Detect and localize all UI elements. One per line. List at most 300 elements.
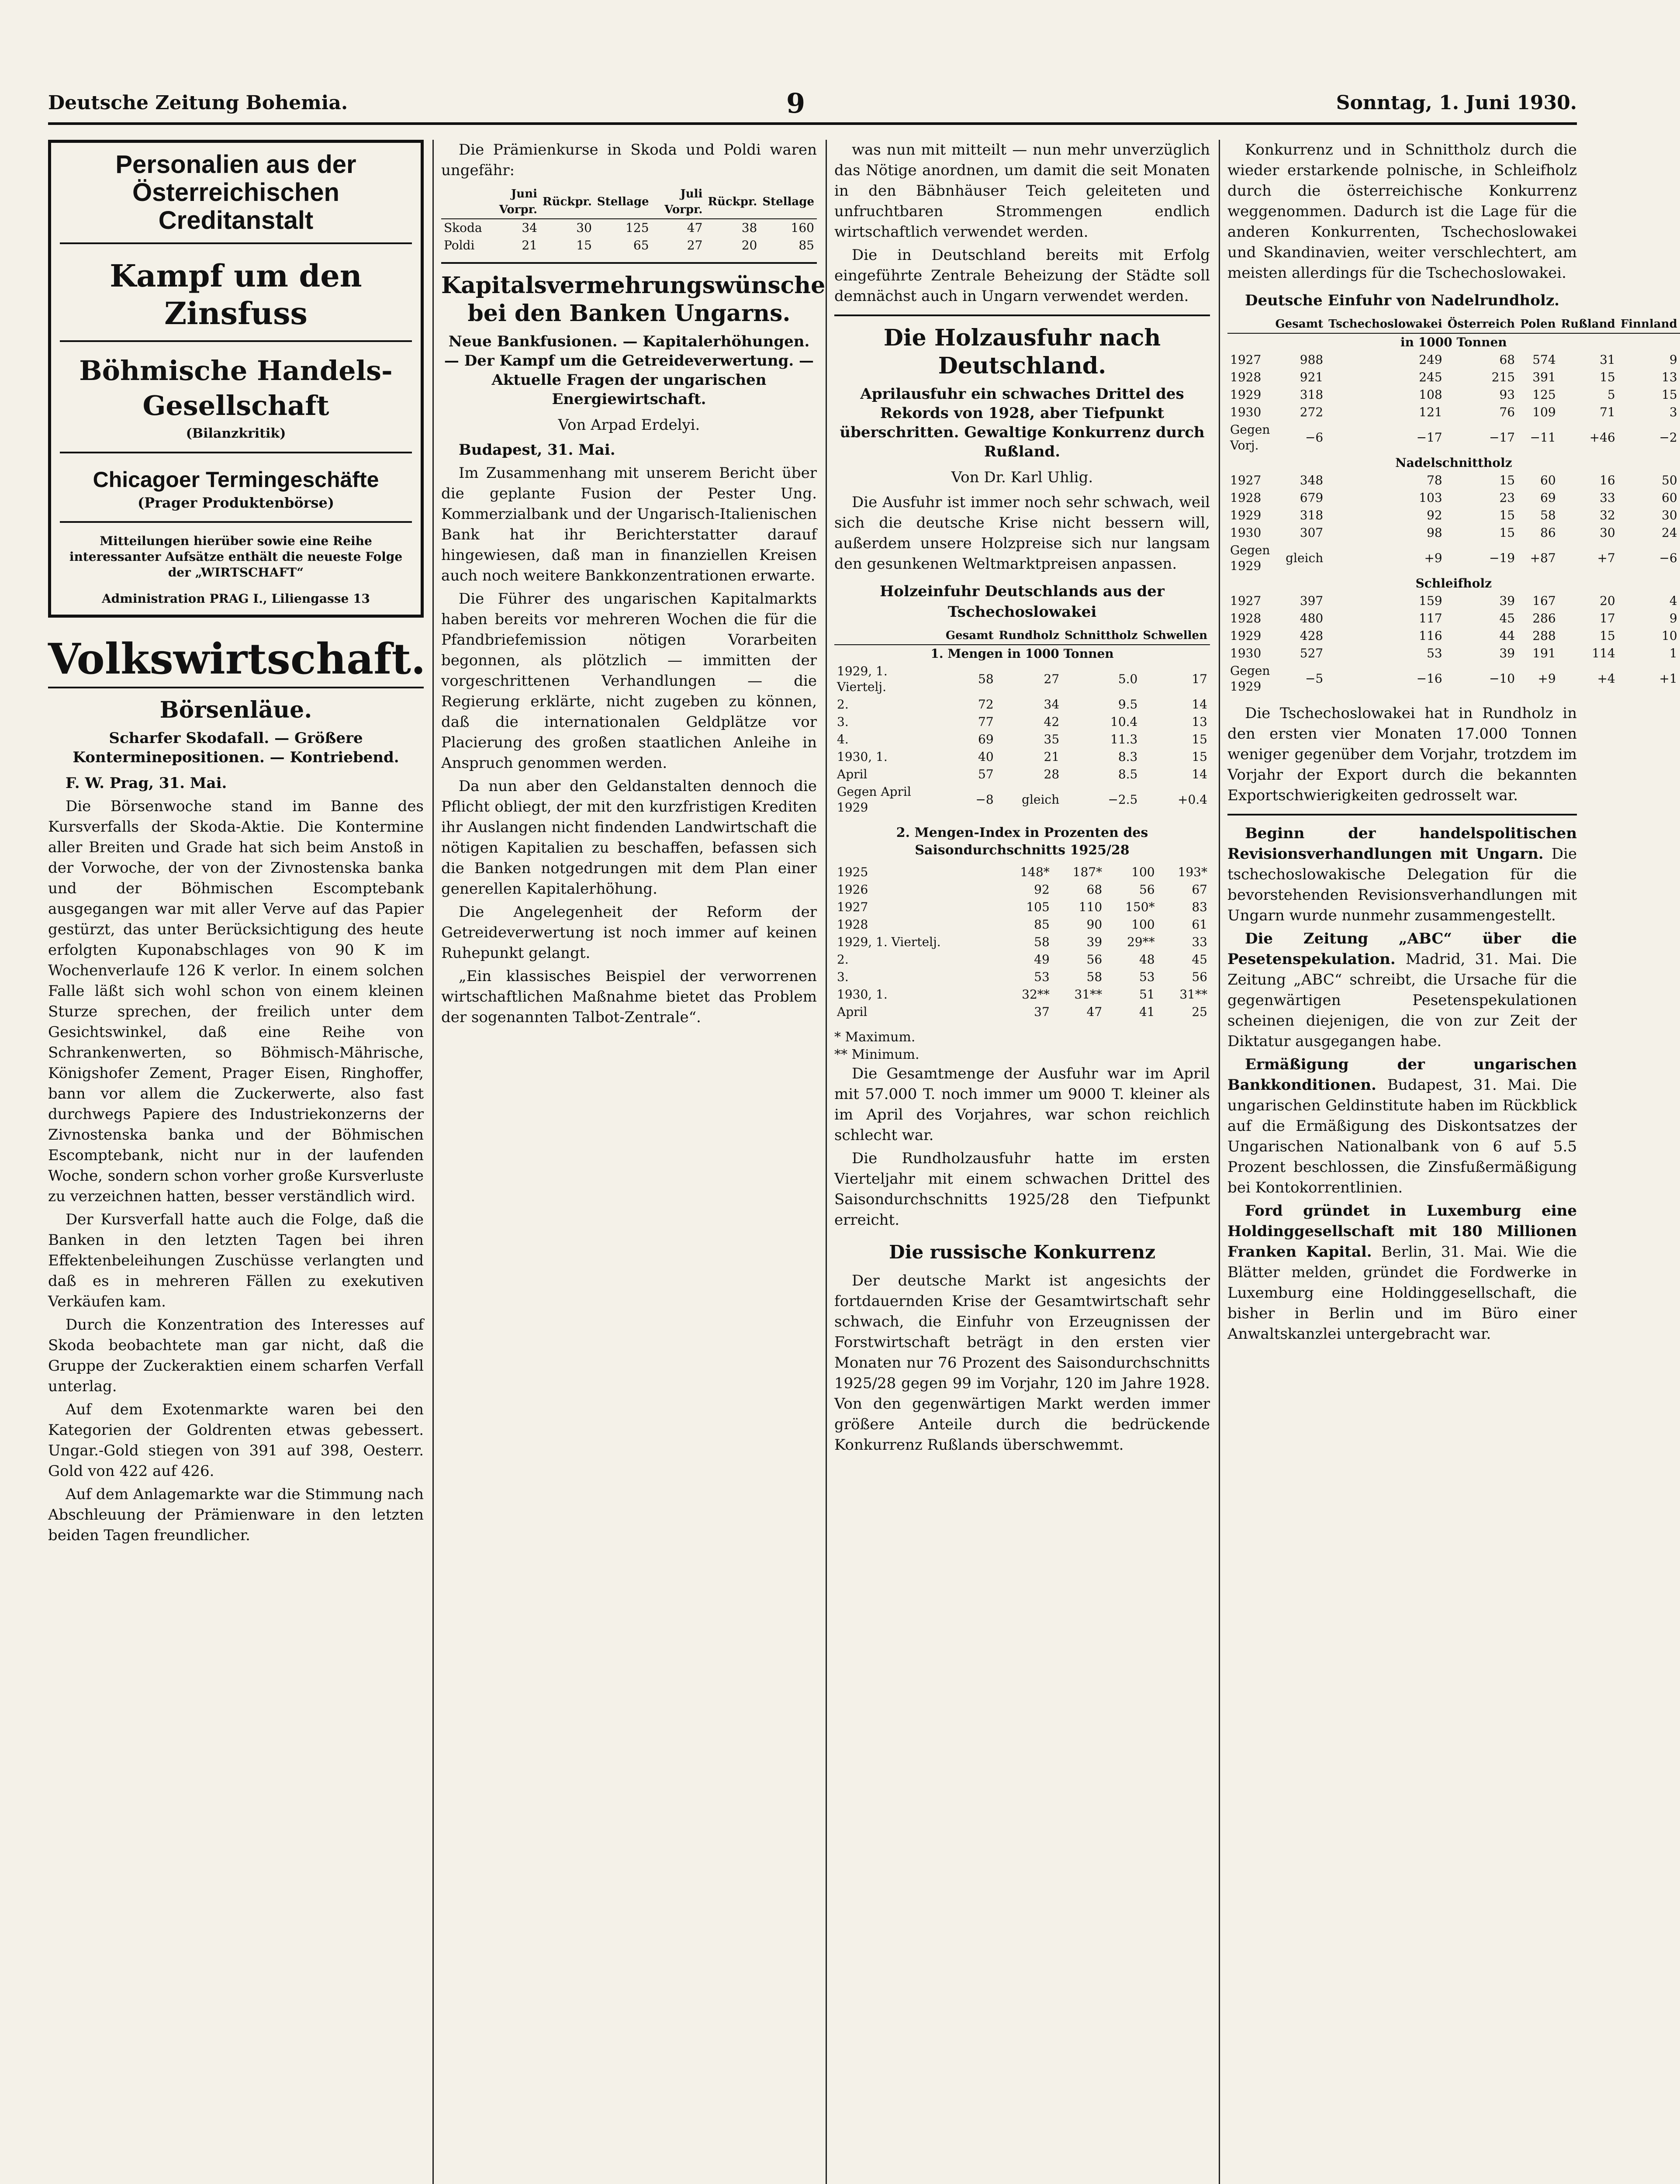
table-cell: +1 (1659, 671, 1677, 686)
table-cell: 56 (1086, 952, 1103, 967)
table-cell: 114 (1592, 646, 1615, 660)
table-cell: −17 (1416, 430, 1442, 445)
column-rule (432, 140, 434, 2184)
paragraph: was nun mit mitteilt — nun mehr unverzüglich das Nötige anordnen, um damit die seit Monaten in den Bäbnhäuser Teich geleiteten und unfruchtbaren Strommengen endlich wirtschaftlich verwendet werden. (834, 141, 1210, 241)
table-cell: 397 (1300, 594, 1324, 608)
table-cell: 191 (1532, 646, 1556, 660)
table-cell: 3. (837, 970, 849, 984)
ad-line-2: Kampf um den Zinsfuss (110, 258, 362, 332)
table-cell: 17 (1600, 611, 1615, 625)
table-cell: −5 (1305, 671, 1324, 686)
paragraph: Durch die Konzentration des Interesses auf Skoda beobachtete man gar nicht, daß die Gruppe der Zuckeraktien einem scharfen Verfall unterlag. (48, 1316, 424, 1395)
table-section-label: in 1000 Tonnen (1400, 335, 1507, 349)
paragraph: Da nun aber den Geldanstalten dennoch die Pflicht obliegt, der mit den kurzfristigen Krediten ihr Auslangen nicht findenden Landwirtschaft die nötigen Kapitalien zu beschaffen, befassen sich die Banken notgedrungen mit dem Plan einer generellen Kapitalerhöhung. (441, 778, 817, 898)
table-cell: April (837, 1005, 868, 1019)
table-header-cell (1227, 315, 1272, 333)
softwood-import-table (1227, 315, 1680, 695)
table-cell: 45 (1499, 611, 1515, 625)
newspaper-name: Deutsche Zeitung Bohemia. (48, 92, 348, 114)
paragraph: Die Tschechoslowakei hat in Rundholz in den ersten vier Monaten 17.000 Tonnen weniger gegenüber dem Vorjahr, trotzdem im Vorjahr der Export durch die bekannten Exportschwierigkeiten gedrosselt war. (1227, 705, 1577, 804)
table-cell: 318 (1300, 387, 1324, 402)
table-row (834, 881, 1210, 898)
table-cell: 32 (1600, 508, 1615, 522)
table-cell: 32** (1022, 987, 1050, 1002)
table-row (1227, 472, 1680, 489)
table-row (834, 713, 1210, 731)
byline: Von Dr. Karl Uhlig. (951, 469, 1093, 486)
table-cell: 60 (1662, 491, 1677, 505)
table-cell: 93 (1499, 387, 1515, 402)
table-header-cell: Juni Vorpr. (485, 185, 540, 219)
table-header-cell (441, 185, 485, 219)
table-cell: 5.0 (1118, 672, 1138, 686)
table-cell: −2 (1659, 430, 1677, 445)
table-cell: 288 (1532, 629, 1556, 643)
table-cell: 116 (1419, 629, 1442, 643)
table-cell: +0.4 (1178, 792, 1207, 807)
table-cell: 1929 (1230, 387, 1262, 402)
table-header-cell: Schnittholz (1062, 627, 1140, 645)
table-row (1227, 542, 1680, 575)
table-cell: gleich (1286, 551, 1324, 565)
table-cell: 24 (1662, 525, 1677, 540)
table-cell: 1925 (837, 865, 868, 879)
table-cell: 193* (1178, 865, 1207, 879)
table-cell: 4. (837, 732, 849, 746)
table-cell: 47 (1086, 1005, 1103, 1019)
table-cell: +46 (1589, 430, 1615, 445)
table-cell: 574 (1532, 352, 1556, 367)
table-cell: 1 (1669, 646, 1677, 660)
table-cell: 14 (1192, 767, 1207, 781)
ad-footer: Mitteilungen hierüber sowie eine Reihe interessanter Aufsätze enthält die neueste Folge der „WIRTSCHAFT“ (69, 534, 403, 580)
table-cell: 1927 (1230, 352, 1262, 367)
table-row (1227, 592, 1680, 610)
news-item-text: Budapest, 31. Mai. Die ungarischen Geldinstitute haben im Rückblick auf die Ermäßigung des Diskontsatzes der Ungarischen Nationalbank von 6 auf 5.5 Prozent beschlossen, die Zinsfußermäßigung bei Kontokorrentlinien. (1227, 1076, 1577, 1196)
table-cell: +9 (1424, 551, 1442, 565)
table-cell: 14 (1192, 697, 1207, 712)
table-cell: 71 (1600, 405, 1615, 419)
paragraph: Die Rundholzausfuhr hatte im ersten Vierteljahr mit einem schwachen Drittel des Saisondurchschnitts 1925/28 den Tiefpunkt erreicht. (834, 1150, 1210, 1229)
table-cell: 31 (1600, 352, 1615, 367)
table-cell: 1930 (1230, 525, 1262, 540)
newspaper-page (48, 83, 1677, 2184)
article-title: Börsenläue. (159, 697, 312, 723)
table-cell: 1929 (1230, 629, 1262, 643)
table-cell: 286 (1532, 611, 1556, 625)
table-cell: gleich (1022, 792, 1060, 807)
dateline: Budapest, 31. Mai. (459, 441, 615, 459)
table-row (1227, 610, 1680, 627)
table-cell: 41 (1139, 1005, 1155, 1019)
ad-line-3: Böhmische Handels-Gesellschaft (79, 355, 393, 422)
table-cell: 1930, 1. (837, 750, 888, 764)
table-cell: 20 (1600, 594, 1615, 608)
paragraph: Auf dem Anlagemarkte war die Stimmung nach Abschleuung der Prämienware in den letzten beiden Tagen freundlicher. (48, 1486, 424, 1544)
table-header-cell: Rückpr. (540, 185, 595, 219)
table-cell: 76 (1499, 405, 1515, 419)
table-cell: 2. (837, 697, 849, 712)
table-cell: 57 (978, 767, 994, 781)
column-2 (441, 140, 826, 2184)
table-row (1227, 662, 1680, 695)
table-cell: 56 (1192, 970, 1207, 984)
article-subtitle: Scharfer Skodafall. — Größere Konterminepositionen. — Kontriebend. (73, 729, 399, 766)
table-cell: 110 (1079, 900, 1103, 914)
table-cell: 58 (1034, 935, 1050, 949)
issue-date: Sonntag, 1. Juni 1930. (1336, 92, 1577, 114)
table-cell: +9 (1538, 671, 1556, 686)
table-cell: 249 (1419, 352, 1442, 367)
table-cell: 58 (978, 672, 994, 686)
table-cell: 5 (1607, 387, 1615, 402)
news-item-title: Ermäßigung der ungarischen Bankkonditionen. (1227, 1056, 1577, 1094)
table-section-label: Schleifholz (1415, 576, 1492, 591)
news-item-title: Beginn der handelspolitischen Revisionsverhandlungen mit Ungarn. (1227, 825, 1577, 863)
table-cell: 86 (1540, 525, 1556, 540)
table-cell: 100 (1131, 917, 1155, 932)
table-cell: −6 (1305, 430, 1324, 445)
subsection-title: Die russische Konkurrenz (889, 1241, 1155, 1263)
table-cell: 1928 (1230, 491, 1262, 505)
table-cell: 39 (1499, 594, 1515, 608)
table-cell: 67 (1192, 882, 1207, 897)
table-cell: 27 (1044, 672, 1060, 686)
table-row (834, 951, 1210, 968)
table-cell: 272 (1300, 405, 1324, 419)
table-cell: 10.4 (1110, 715, 1138, 729)
table-cell: 527 (1300, 646, 1324, 660)
table-cell: 125 (1532, 387, 1556, 402)
table-row (1227, 627, 1680, 645)
byline: Von Arpad Erdelyi. (558, 416, 700, 434)
table-section-label: Nadelschnittholz (1395, 456, 1512, 470)
table-header-cell: Schwellen (1140, 627, 1210, 645)
table-cell: 1928 (837, 917, 868, 932)
table-header-cell: Gesamt (1272, 315, 1326, 333)
table-cell: 34 (1044, 697, 1060, 712)
table-cell: 39 (1086, 935, 1103, 949)
table-cell: 15 (1192, 750, 1207, 764)
paragraph: Die Gesamtmenge der Ausfuhr war im April mit 57.000 T. noch immer um 9000 T. kleiner als im April des Vorjahres, war schon reichlich schlecht war. (834, 1065, 1210, 1144)
table-cell: 10 (1662, 629, 1677, 643)
advertisement-box (48, 140, 424, 618)
table-cell: 35 (1044, 732, 1060, 746)
table-row (834, 663, 1210, 696)
table-cell: 1927 (837, 900, 868, 914)
table-cell: 78 (1427, 473, 1442, 487)
table-cell: 53 (1427, 646, 1442, 660)
paragraph: Die Angelegenheit der Reform der Getreideverwertung ist noch immer auf keinen Ruhepunkt gelangt. (441, 903, 817, 962)
table-cell: 85 (1034, 917, 1050, 932)
paragraph: „Ein klassisches Beispiel der verworrenen wirtschaftlichen Maßnahme bietet das Problem der sogenannten Talbot-Zentrale“. (441, 968, 817, 1026)
table-header-cell: Tschechoslowakei (1326, 315, 1445, 333)
table-header-cell: Gesamt (943, 627, 996, 645)
table-cell: 1928 (1230, 611, 1262, 625)
premium-table (441, 185, 817, 254)
news-item (1227, 1054, 1577, 1198)
table-cell: 1930 (1230, 405, 1262, 419)
column-4 (1227, 140, 1677, 2184)
table-row (834, 783, 1210, 816)
table-cell: 8.3 (1118, 750, 1138, 764)
table-cell: 58 (1540, 508, 1556, 522)
paragraph: Die in Deutschland bereits mit Erfolg eingeführte Zentrale Beheizung der Städte soll demnächst auch in Ungarn verwendet werden. (834, 246, 1210, 305)
table-cell: 150* (1125, 900, 1155, 914)
table-cell: Gegen 1929 (1230, 543, 1270, 573)
table-cell: 17 (1192, 672, 1207, 686)
table-cell: 90 (1086, 917, 1103, 932)
table-cell: 53 (1139, 970, 1155, 984)
table-cell: 61 (1192, 917, 1207, 932)
news-item-title: Die Zeitung „ABC“ über die Pesetenspekulation. (1227, 930, 1577, 968)
table-cell: 245 (1419, 370, 1442, 384)
table-row (834, 766, 1210, 783)
table-cell: 25 (1192, 1005, 1207, 1019)
table-cell: 15 (1662, 387, 1677, 402)
table-row (1227, 489, 1680, 507)
table-cell: 60 (1540, 473, 1556, 487)
table-cell: 68 (1499, 352, 1515, 367)
table-cell: Gegen April 1929 (837, 784, 911, 815)
page-header (48, 83, 1577, 125)
table-cell: 28 (1044, 767, 1060, 781)
table-cell: 148* (1020, 865, 1050, 879)
table-cell: 37 (1034, 1005, 1050, 1019)
table-cell: 100 (1131, 865, 1155, 879)
table-header-cell: Rundholz (996, 627, 1062, 645)
table-cell: 83 (1192, 900, 1207, 914)
table-cell: 15 (1192, 732, 1207, 746)
table-cell: 9.5 (1118, 697, 1138, 712)
table-row (1227, 404, 1680, 421)
table-cell: 92 (1427, 508, 1442, 522)
table-row (1227, 351, 1680, 369)
table-cell: 47 (687, 221, 703, 235)
news-item (1227, 929, 1577, 1052)
table-cell: −11 (1530, 430, 1556, 445)
news-item-text: Die tschechoslowakische Delegation für die bevorstehenden Revisionsverhandlungen mit Ungarn wurde nunmehr zusammengestellt. (1227, 845, 1577, 924)
table-cell: 30 (1600, 525, 1615, 540)
table-cell: 1926 (837, 882, 868, 897)
table-cell: 21 (522, 238, 537, 252)
table-row (1227, 369, 1680, 386)
table-cell: 72 (978, 697, 994, 712)
table-cell: 48 (1139, 952, 1155, 967)
table-cell: +7 (1597, 551, 1615, 565)
table-cell: 103 (1419, 491, 1442, 505)
table-cell: April (837, 767, 868, 781)
table-cell: 348 (1300, 473, 1324, 487)
paragraph: Die Ausfuhr ist immer noch sehr schwach, weil sich die deutsche Krise nicht bessern will, außerdem unsere Holzpreise sich nur langsam den gesunkenen Weltmarktpreisen anpassen. (834, 494, 1210, 573)
table-cell: 1927 (1230, 473, 1262, 487)
table-cell: 15 (1600, 370, 1615, 384)
table-cell: 31** (1074, 987, 1103, 1002)
table-row (1227, 507, 1680, 524)
table-cell: 38 (741, 221, 757, 235)
table-cell: Gegen 1929 (1230, 663, 1270, 694)
table-cell: 1930 (1230, 646, 1262, 660)
table-section-label: 1. Mengen in 1000 Tonnen (930, 646, 1114, 661)
table-cell: 29** (1127, 935, 1155, 949)
table-cell: 27 (687, 238, 703, 252)
table-cell: 2. (837, 952, 849, 967)
article-title: Kapitalsvermehrungswünsche bei den Banken Ungarns. (441, 272, 826, 327)
table-cell: 1929, 1. Viertelj. (837, 664, 888, 694)
table-cell: 69 (1540, 491, 1556, 505)
table-note: * Maximum. (834, 1030, 916, 1045)
table-cell: 69 (978, 732, 994, 746)
table-cell: 307 (1300, 525, 1324, 540)
table-cell: 44 (1499, 629, 1515, 643)
table-cell: 108 (1419, 387, 1442, 402)
table-cell: 159 (1419, 594, 1442, 608)
table-cell: −19 (1489, 551, 1515, 565)
table-cell: 921 (1300, 370, 1324, 384)
table-cell: 988 (1300, 352, 1324, 367)
table-cell: 34 (522, 221, 537, 235)
table-row (441, 219, 817, 237)
table-cell: 20 (741, 238, 757, 252)
news-item (1227, 823, 1577, 926)
table-cell: 9 (1669, 611, 1677, 625)
table-cell: 15 (1600, 629, 1615, 643)
table-cell: 49 (1034, 952, 1050, 967)
table-cell: 187* (1072, 865, 1103, 879)
paragraph: Der Kursverfall hatte auch die Folge, daß die Banken in den letzten Tagen bei ihren Effektenbeleihungen Zuschüsse verlangten und daß es in mehreren Fällen zu exekutiven Verkäufen kam. (48, 1211, 424, 1310)
paragraph: Im Zusammenhang mit unserem Bericht über die geplante Fusion der Pester Ung. Kommerzialbank und der Ungarisch-Italienischen Bank hat ihr Berichterstatter darauf hingewiesen, daß man in finanziellen Kreisen auch noch weitere Bankkonzentrationen erwarte. (441, 464, 817, 584)
table-cell: 42 (1044, 715, 1060, 729)
table-cell: 45 (1192, 952, 1207, 967)
table-row (834, 933, 1210, 951)
table-cell: 11.3 (1110, 732, 1138, 746)
table-cell: −17 (1489, 430, 1515, 445)
table-note: ** Minimum. (834, 1047, 920, 1062)
table-row (834, 986, 1210, 1003)
table-cell: 9 (1669, 352, 1677, 367)
table-row (834, 898, 1210, 916)
table-cell: 31** (1179, 987, 1207, 1002)
table-cell: Gegen Vorj. (1230, 422, 1270, 453)
table-cell: 8.5 (1118, 767, 1138, 781)
table-cell: 3. (837, 715, 849, 729)
table-cell: 16 (1600, 473, 1615, 487)
table-cell: 391 (1532, 370, 1556, 384)
table-header-cell: Finnland (1618, 315, 1680, 333)
table-header-cell: Stellage (760, 185, 817, 219)
column-3 (834, 140, 1210, 2184)
table-row (834, 968, 1210, 986)
table-cell: 85 (799, 238, 814, 252)
table-cell: 15 (576, 238, 592, 252)
table-cell: 77 (978, 715, 994, 729)
table-cell: 39 (1499, 646, 1515, 660)
table-row (1227, 386, 1680, 404)
table-cell: 33 (1600, 491, 1615, 505)
paragraph: Auf dem Exotenmarkte waren bei den Kategorien der Goldrenten etwas gebessert. Ungar.-Gold stiegen von 391 auf 398, Oesterr. Gold von 422 auf 426. (48, 1401, 424, 1480)
table-row (834, 731, 1210, 748)
news-item (1227, 1201, 1577, 1344)
table-row (834, 916, 1210, 933)
table-header-cell: Polen (1518, 315, 1559, 333)
table-cell: 4 (1669, 594, 1677, 608)
table-cell: 30 (1662, 508, 1677, 522)
table-cell: 480 (1300, 611, 1324, 625)
paragraph: Der deutsche Markt ist angesichts der fortdauernden Krise der Gesamtwirtschaft sehr schwach, die Einfuhr von Erzeugnissen der Forstwirtschaft beträgt in den ersten vier Monaten nur 76 Prozent des Saisondurchschnitts 1925/28 gegen 99 im Vorjahr, 120 im Jahre 1928. Von den gegenwärtigen Markt werden immer größere Anteile durch die bedrückende Konkurrenz Rußlands überschwemmt. (834, 1272, 1210, 1454)
table-cell: 92 (1034, 882, 1050, 897)
table-cell: 68 (1086, 882, 1103, 897)
table-cell: 125 (626, 221, 649, 235)
table-header-cell: Österreich (1445, 315, 1518, 333)
table-cell: 1929 (1230, 508, 1262, 522)
table-cell: 15 (1499, 525, 1515, 540)
table-row (834, 696, 1210, 713)
table-cell: −2.5 (1108, 792, 1138, 807)
column-rule (1219, 140, 1220, 2184)
table-row (834, 748, 1210, 766)
table-cell: 215 (1491, 370, 1515, 384)
table-cell: 1930, 1. (837, 987, 888, 1002)
dateline: F. W. Prag, 31. Mai. (66, 774, 227, 792)
table-cell: 40 (978, 750, 994, 764)
table-cell: +87 (1530, 551, 1556, 565)
column-rule (826, 140, 827, 2184)
table-cell: Poldi (444, 238, 475, 252)
table-cell: 167 (1532, 594, 1556, 608)
table-cell: 65 (633, 238, 649, 252)
table-row (1227, 645, 1680, 662)
ad-line-4: Chicagoer Termingeschäfte (93, 467, 379, 492)
table-unit: 2. Mengen-Index in Prozenten des Saisondurchschnitts 1925/28 (896, 825, 1148, 858)
table-cell: 13 (1192, 715, 1207, 729)
table-title: Deutsche Einfuhr von Nadelrundholz. (1245, 292, 1559, 309)
news-item-title: Ford gründet in Luxemburg eine Holdinggesellschaft mit 180 Millionen Franken Kapital. (1227, 1202, 1577, 1261)
table-cell: 1929, 1. Viertelj. (837, 935, 941, 949)
table-cell: 58 (1086, 970, 1103, 984)
ad-line-3-sub: (Bilanzkritik) (186, 426, 286, 441)
table-cell: −16 (1416, 671, 1442, 686)
article-subtitle: Neue Bankfusionen. — Kapitalerhöhungen. — Der Kampf um die Getreideverwertung. — Aktuelle Fragen der ungarischen Energiewirtschaft. (444, 333, 814, 408)
table-cell: 56 (1139, 882, 1155, 897)
table-cell: 98 (1427, 525, 1442, 540)
ad-line-4-sub: (Prager Produktenbörse) (137, 494, 335, 511)
table-cell: 160 (791, 221, 814, 235)
paragraph: Die Börsenwoche stand im Banne des Kursverfalls der Skoda-Aktie. Die Kontermine aller Breiten und Grade hat sich beim Anstoß in der Vorwoche, der von der Zivnostenska banka und der Böhmischen Escomptebank ausgegangen war mit aller Verve auf das Papier gestürzt, das unter Berücksichtigung des heute erfolgten Kuponabschlages von 90 K im Wochenverlaufe 126 K verlor. In einem solchen Falle läßt sich wohl schon von einem kleinen Sturze sprechen, der freilich unter dem Gesichtswinkel, daß eine Reihe von Schrankenwerten, so Böhmisch-Mährische, Königshofer Zement, Prager Eisen, Ringhoffer, bann vor allem die Zuckerwerte, also fast durchwegs Papiere des Industriekonzerns der Zivnostenska banka und der Böhmischen Escomptebank, nicht nur in der laufenden Woche, sondern schon vorher große Kursverluste zu verzeichnen hatten, besser verständlich wird. (48, 798, 424, 1205)
table-cell: 21 (1044, 750, 1060, 764)
table-cell: 105 (1026, 900, 1050, 914)
paragraph: Die Prämienkurse in Skoda und Poldi waren ungefähr: (441, 141, 817, 179)
news-item-text: Berlin, 31. Mai. Wie die Blätter melden, gründet die Fordwerke in Luxemburg eine Holdinggesellschaft, die bisher in Berlin und im Büro einer Anwaltskanzlei untergebracht war. (1227, 1243, 1577, 1343)
table-cell: 1928 (1230, 370, 1262, 384)
table-cell: 15 (1499, 473, 1515, 487)
ad-line-1: Personalien aus der Österreichischen Creditanstalt (115, 150, 356, 235)
index-table (834, 864, 1210, 1021)
ad-address: Administration PRAG I., Liliengasse 13 (101, 591, 370, 606)
table-header-cell (834, 627, 943, 645)
table-cell: 50 (1662, 473, 1677, 487)
table-header-cell: Stellage (595, 185, 652, 219)
table-row (834, 1003, 1210, 1021)
table-cell: 121 (1419, 405, 1442, 419)
table-cell: 679 (1300, 491, 1324, 505)
table-header-cell: Juli Vorpr. (652, 185, 705, 219)
table-row (441, 237, 817, 254)
table-cell: 109 (1532, 405, 1556, 419)
wood-export-table (834, 627, 1210, 816)
table-cell: −6 (1659, 551, 1677, 565)
news-item-text: Madrid, 31. Mai. Die Zeitung „ABC“ schreibt, die Ursache für die gegenwärtigen Pesetenspekulationen scheinen diejenigen, die von zur Zeit der Diktatur ausgegangen habe. (1227, 950, 1577, 1050)
table-row (1227, 421, 1680, 454)
